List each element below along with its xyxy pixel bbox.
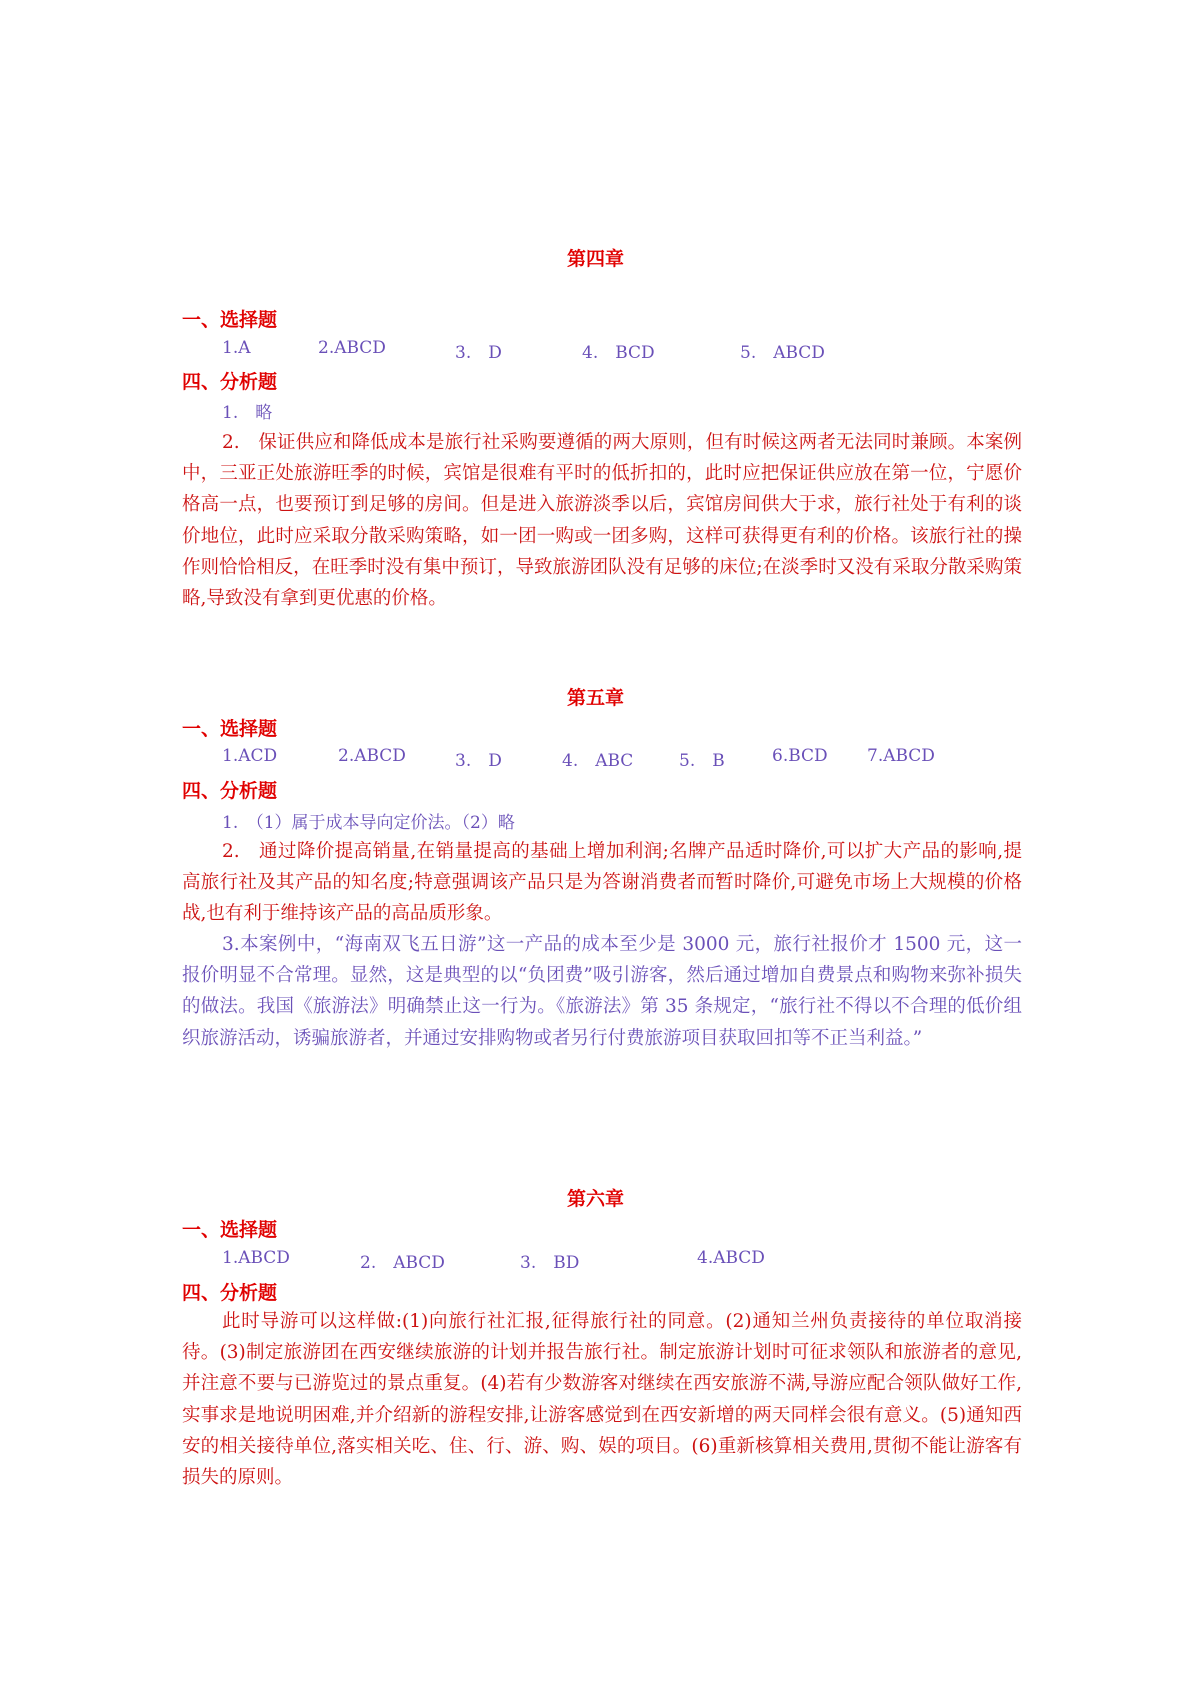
- ch6-answer-1: 1.ABCD: [222, 1248, 290, 1268]
- ch4-answer-1: 1.A: [222, 338, 251, 358]
- ch4-analysis-heading: 四、分析题: [182, 371, 278, 393]
- chapter-5-title: 第五章: [566, 687, 624, 709]
- ch5-answer-4: 4. ABC: [562, 751, 634, 771]
- ch6-analysis-text: 此时导游可以这样做:(1)向旅行社汇报,征得旅行社的同意。(2)通知兰州负责接待的单位取消接待。(3)制定旅游团在西安继续旅游的计划并报告旅行社。制定旅游计划时可征求领队和旅游者的意见,并注意不要与已游览过的景点重复。(4)若有少数游客对继续在西安旅游不满,导游应配合领队做好工作,实事求是地说明困难,并介绍新的游程安排,让游客感觉到在西安新增的两天同样会很有意义。(5)通知西安的相关接待单位,落实相关吃、住、行、游、购、娱的项目。(6)重新核算相关费用,贯彻不能让游客有损失的原则。: [182, 1311, 1022, 1489]
- ch5-analysis-heading: 四、分析题: [182, 780, 278, 802]
- ch4-choice-heading: 一、选择题: [182, 309, 278, 331]
- ch5-answer-6: 6.BCD: [772, 746, 828, 766]
- ch6-answer-2: 2. ABCD: [360, 1253, 445, 1273]
- ch5-analysis-2: 2. 通过降价提高销量,在销量提高的基础上增加利润;名牌产品适时降价,可以扩大产品的影响,提高旅行社及其产品的知名度;特意强调该产品只是为答谢消费者而暂时降价,可避免市场上大规模的价格战,也有利于维持该产品的高品质形象。: [182, 841, 1022, 925]
- ch6-choice-heading: 一、选择题: [182, 1219, 278, 1241]
- ch4-analysis-1: 1. 略: [222, 403, 273, 423]
- ch5-answer-2: 2.ABCD: [338, 746, 406, 766]
- chapter-6-title: 第六章: [566, 1188, 624, 1210]
- ch5-answer-1: 1.ACD: [222, 746, 278, 766]
- ch4-answer-2: 2.ABCD: [318, 338, 386, 358]
- ch4-answer-5: 5. ABCD: [740, 343, 825, 363]
- ch5-answer-3: 3. D: [455, 751, 502, 771]
- ch5-analysis-3: 3.本案例中，“海南双飞五日游”这一产品的成本至少是 3000 元，旅行社报价才 1500 元，这一报价明显不合常理。显然，这是典型的以“负团费”吸引游客，然后通过增加自费景点和购物来弥补损失的做法。我国《旅游法》明确禁止这一行为。《旅游法》第 35 条规定，“旅行社不得以不合理的低价组织旅游活动，诱骗旅游者，并通过安排购物或者另行付费旅游项目获取回扣等不正当利益。”: [182, 934, 1022, 1049]
- ch5-analysis-1: 1. （1）属于成本导向定价法。（2）略: [222, 813, 515, 833]
- ch5-answer-5: 5. B: [679, 751, 725, 771]
- ch4-analysis-2: 2. 保证供应和降低成本是旅行社采购要遵循的两大原则，但有时候这两者无法同时兼顾。本案例中，三亚正处旅游旺季的时候，宾馆是很难有平时的低折扣的，此时应把保证供应放在第一位，宁愿价格高一点，也要预订到足够的房间。但是进入旅游淡季以后，宾馆房间供大于求，旅行社处于有利的谈价地位，此时应采取分散采购策略，如一团一购或一团多购，这样可获得更有利的价格。该旅行社的操作则恰恰相反，在旺季时没有集中预订，导致旅游团队没有足够的床位;在淡季时又没有采取分散采购策略,导致没有拿到更优惠的价格。: [182, 432, 1022, 610]
- ch6-answer-4: 4.ABCD: [697, 1248, 765, 1268]
- chapter-4-title: 第四章: [566, 248, 624, 270]
- ch4-answer-3: 3. D: [455, 343, 502, 363]
- ch6-answer-3: 3. BD: [520, 1253, 580, 1273]
- ch4-answer-4: 4. BCD: [582, 343, 655, 363]
- ch5-choice-heading: 一、选择题: [182, 718, 278, 740]
- ch5-answer-7: 7.ABCD: [867, 746, 935, 766]
- ch6-analysis-heading: 四、分析题: [182, 1282, 278, 1304]
